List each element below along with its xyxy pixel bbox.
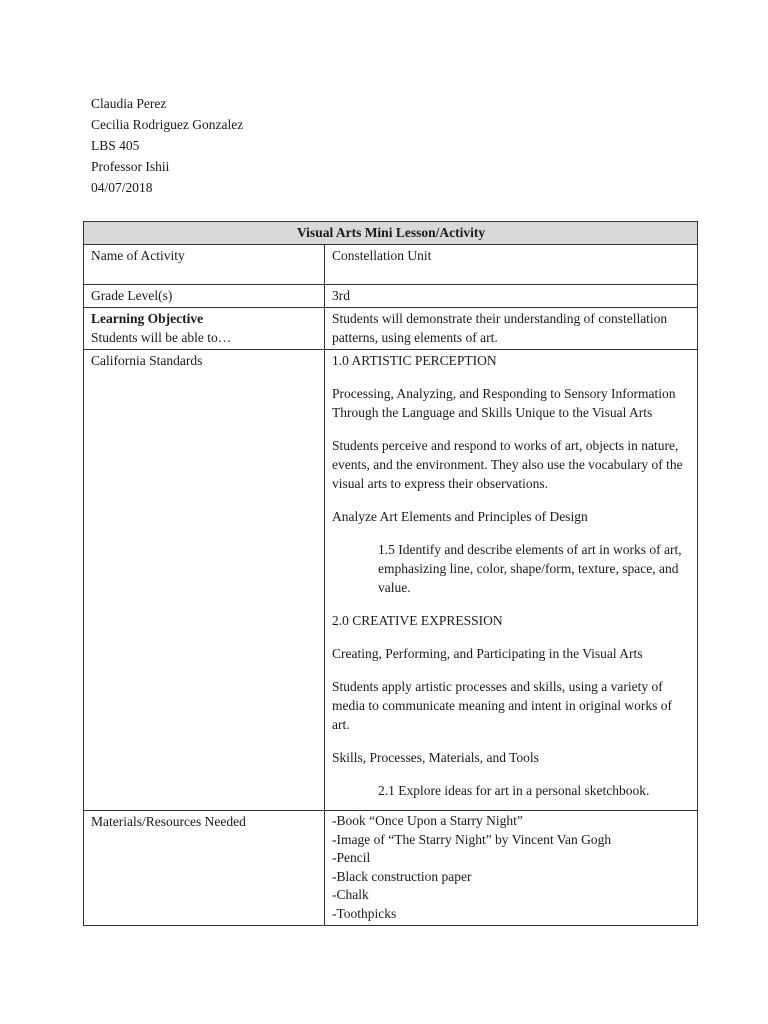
materials-label: Materials/Resources Needed — [84, 811, 325, 926]
standard-paragraph: Creating, Performing, and Participating in the Visual Arts — [332, 646, 643, 661]
table-row — [84, 350, 698, 811]
learning-objective-sublabel: Students will be able to… — [91, 330, 232, 345]
author-name-1: Claudia Perez — [91, 96, 167, 111]
list-item: -Black construction paper — [332, 868, 472, 884]
learning-objective-value: Students will demonstrate their understanding of constellation patterns, using elements of art. — [325, 308, 698, 350]
standard-heading: 2.0 CREATIVE EXPRESSION — [332, 613, 503, 628]
author-name-2: Cecilia Rodriguez Gonzalez — [91, 117, 244, 132]
standard-paragraph: Students apply artistic processes and skills, using a variety of media to communicate meaning and intent in original works of art. — [332, 679, 673, 732]
standard-paragraph: Processing, Analyzing, and Responding to Sensory Information Through the Language and Skills Unique to the Visual Arts — [332, 386, 676, 420]
standard-subheading: Analyze Art Elements and Principles of Design — [332, 509, 588, 524]
document-header — [91, 93, 243, 198]
table-row — [84, 308, 698, 350]
document-date: 04/07/2018 — [91, 180, 153, 195]
table-row — [84, 245, 698, 285]
name-of-activity-value: Constellation Unit — [325, 245, 698, 285]
table-title: Visual Arts Mini Lesson/Activity — [84, 222, 698, 245]
california-standards-label: California Standards — [84, 350, 325, 811]
list-item: -Toothpicks — [332, 905, 397, 921]
professor-name: Professor Ishii — [91, 159, 170, 174]
learning-objective-label: Learning Objective — [91, 311, 204, 326]
california-standards-cell — [325, 350, 698, 811]
list-item: -Book “Once Upon a Starry Night” — [332, 813, 523, 828]
grade-level-label: Grade Level(s) — [84, 285, 325, 308]
standard-item: 1.5 Identify and describe elements of art in works of art, emphasizing line, color, shape/form, texture, space, and value. — [378, 542, 682, 595]
standard-heading: 1.0 ARTISTIC PERCEPTION — [332, 353, 497, 368]
standard-item: 2.1 Explore ideas for art in a personal sketchbook. — [378, 783, 650, 798]
list-item: -Chalk — [332, 887, 369, 902]
table-row — [84, 811, 698, 926]
materials-cell — [325, 811, 698, 926]
list-item: -Pencil — [332, 850, 371, 865]
lesson-plan-table — [83, 221, 698, 926]
table-row — [84, 285, 698, 308]
standard-subheading: Skills, Processes, Materials, and Tools — [332, 750, 539, 765]
course-code: LBS 405 — [91, 138, 140, 153]
materials-list — [332, 812, 691, 923]
name-of-activity-label: Name of Activity — [84, 245, 325, 285]
grade-level-value: 3rd — [325, 285, 698, 308]
learning-objective-cell — [84, 308, 325, 350]
standard-paragraph: Students perceive and respond to works of art, objects in nature, events, and the environment. They also use the vocabulary of the visual arts to express their observations. — [332, 438, 683, 491]
list-item: -Image of “The Starry Night” by Vincent Van Gogh — [332, 831, 612, 847]
table-title-row — [84, 222, 698, 245]
